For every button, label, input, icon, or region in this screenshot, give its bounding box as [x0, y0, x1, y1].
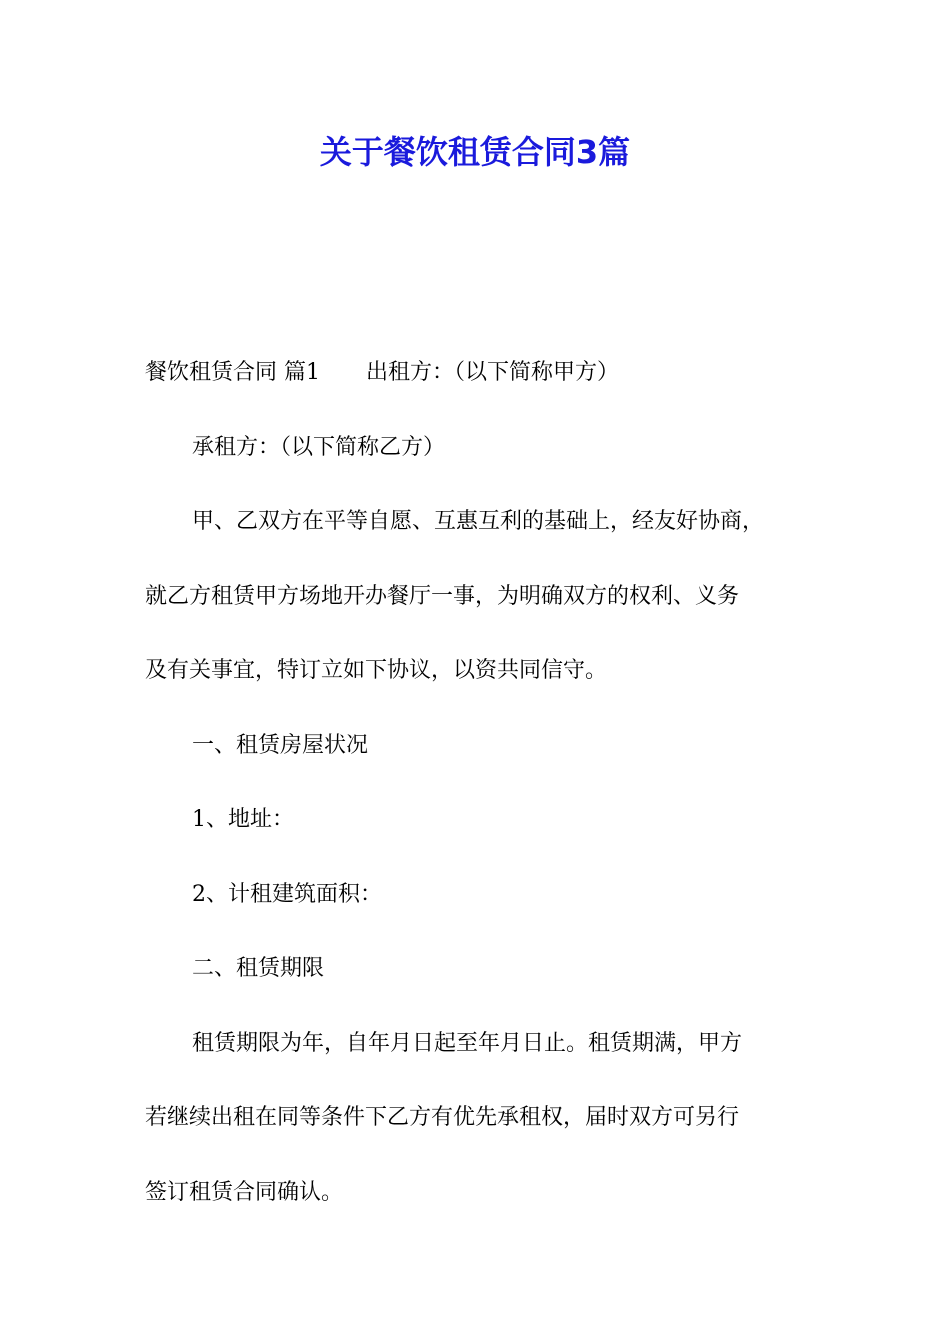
- body-line-7: 1、地址：: [192, 807, 294, 832]
- lessor-label: 出租方：（以下简称甲方）: [366, 360, 620, 385]
- body-line-8: 2、计租建筑面积：: [192, 881, 382, 907]
- section-heading: 餐饮租赁合同 篇1: [145, 360, 320, 385]
- body-line-6: 一、租赁房屋状况: [192, 732, 369, 758]
- document-body: [145, 336, 835, 1230]
- document-title: 关于餐饮租赁合同3篇: [319, 133, 631, 171]
- body-line-10: 租赁期限为年，自年月日起至年月日止。租赁期满，甲方: [192, 1030, 743, 1056]
- body-line-2: 承租方：（以下简称乙方）: [192, 434, 446, 460]
- body-line-5: 及有关事宜，特订立如下协议，以资共同信守。: [145, 658, 608, 683]
- body-line-12: 签订租赁合同确认。: [145, 1179, 344, 1205]
- body-line-1: [145, 336, 835, 411]
- body-line-3: 甲、乙双方在平等自愿、互惠互利的基础上，经友好协商，: [192, 509, 765, 534]
- body-line-9: 二、租赁期限: [192, 956, 325, 981]
- body-line-11: 若继续出租在同等条件下乙方有优先承租权，届时双方可另行: [145, 1105, 740, 1130]
- body-line-4: 就乙方租赁甲方场地开办餐厅一事，为明确双方的权利、义务: [145, 583, 740, 609]
